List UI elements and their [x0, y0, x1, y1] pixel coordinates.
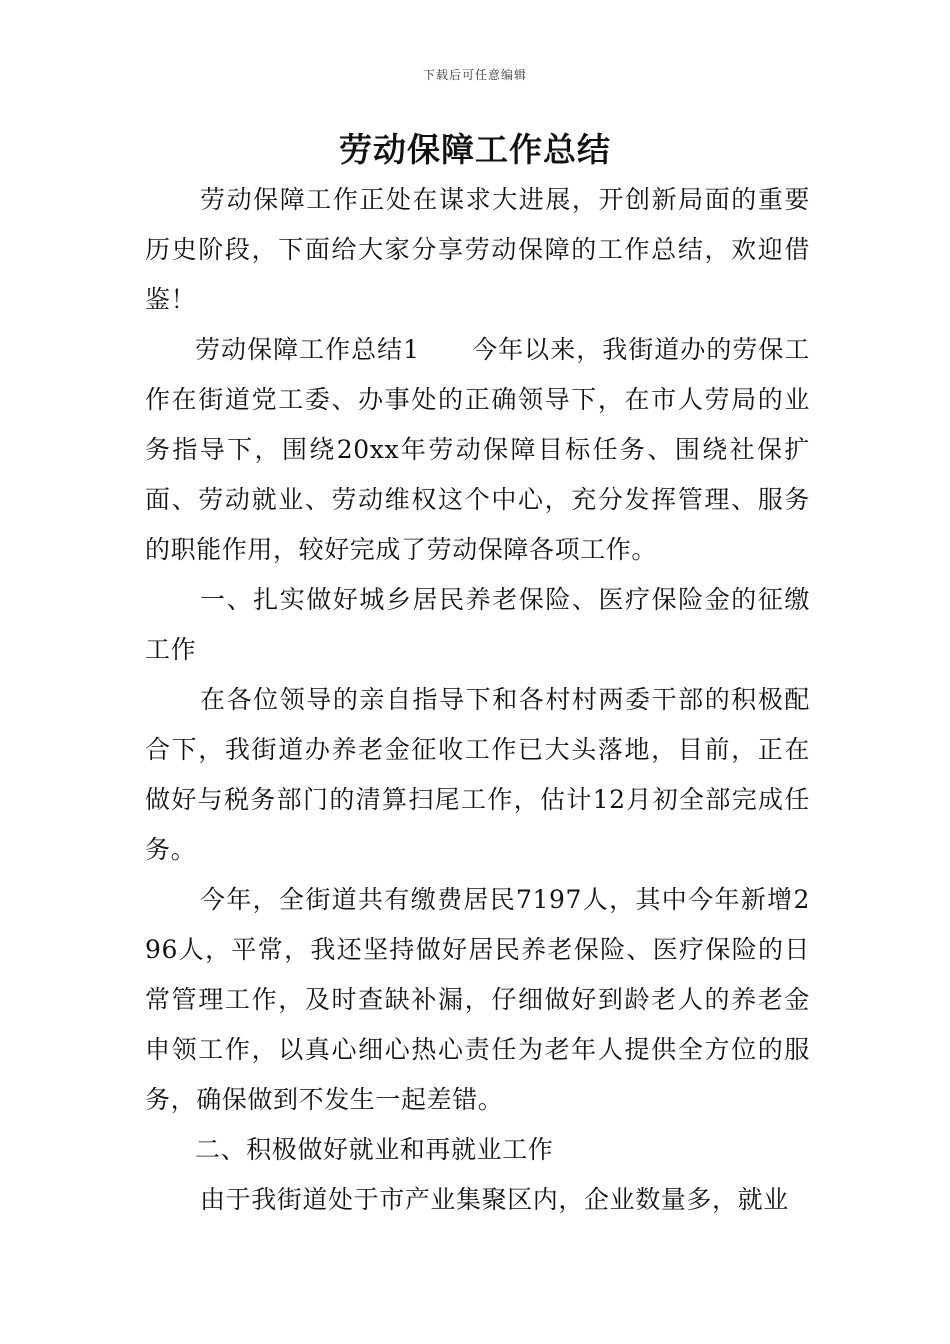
section-heading-1: 一、扎实做好城乡居民养老保险、医疗保险金的征缴工作	[145, 585, 810, 664]
intro-paragraph: 劳动保障工作正处在谋求大进展，开创新局面的重要历史阶段，下面给大家分享劳动保障的工作总结，欢迎借鉴！	[145, 185, 810, 314]
document-body	[145, 175, 810, 1225]
header-note: 下载后可任意编辑	[422, 68, 527, 82]
summary-1-paragraph: 劳动保障工作总结1 今年以来，我街道办的劳保工作在街道党工委、办事处的正确领导下，在市人劳局的业务指导下，围绕20xx年劳动保障目标任务、围绕社保扩面、劳动就业、劳动维权这个中心，充分发挥管理、服务的职能作用，较好完成了劳动保障各项工作。	[145, 335, 810, 564]
body-paragraph: 今年，全街道共有缴费居民7197人，其中今年新增296人，平常，我还坚持做好居民养老保险、医疗保险的日常管理工作，及时查缺补漏，仔细做好到龄老人的养老金申领工作，以真心细心热心责任为老年人提供全方位的服务，确保做到不发生一起差错。	[145, 885, 810, 1114]
body-paragraph: 在各位领导的亲自指导下和各村村两委干部的积极配合下，我街道办养老金征收工作已大头落地，目前，正在做好与税务部门的清算扫尾工作，估计12月初全部完成任务。	[145, 685, 810, 864]
document-title: 劳动保障工作总结	[339, 130, 611, 169]
section-heading-2: 二、积极做好就业和再就业工作	[195, 1135, 554, 1164]
body-paragraph: 由于我街道处于市产业集聚区内，企业数量多，就业	[200, 1185, 789, 1214]
